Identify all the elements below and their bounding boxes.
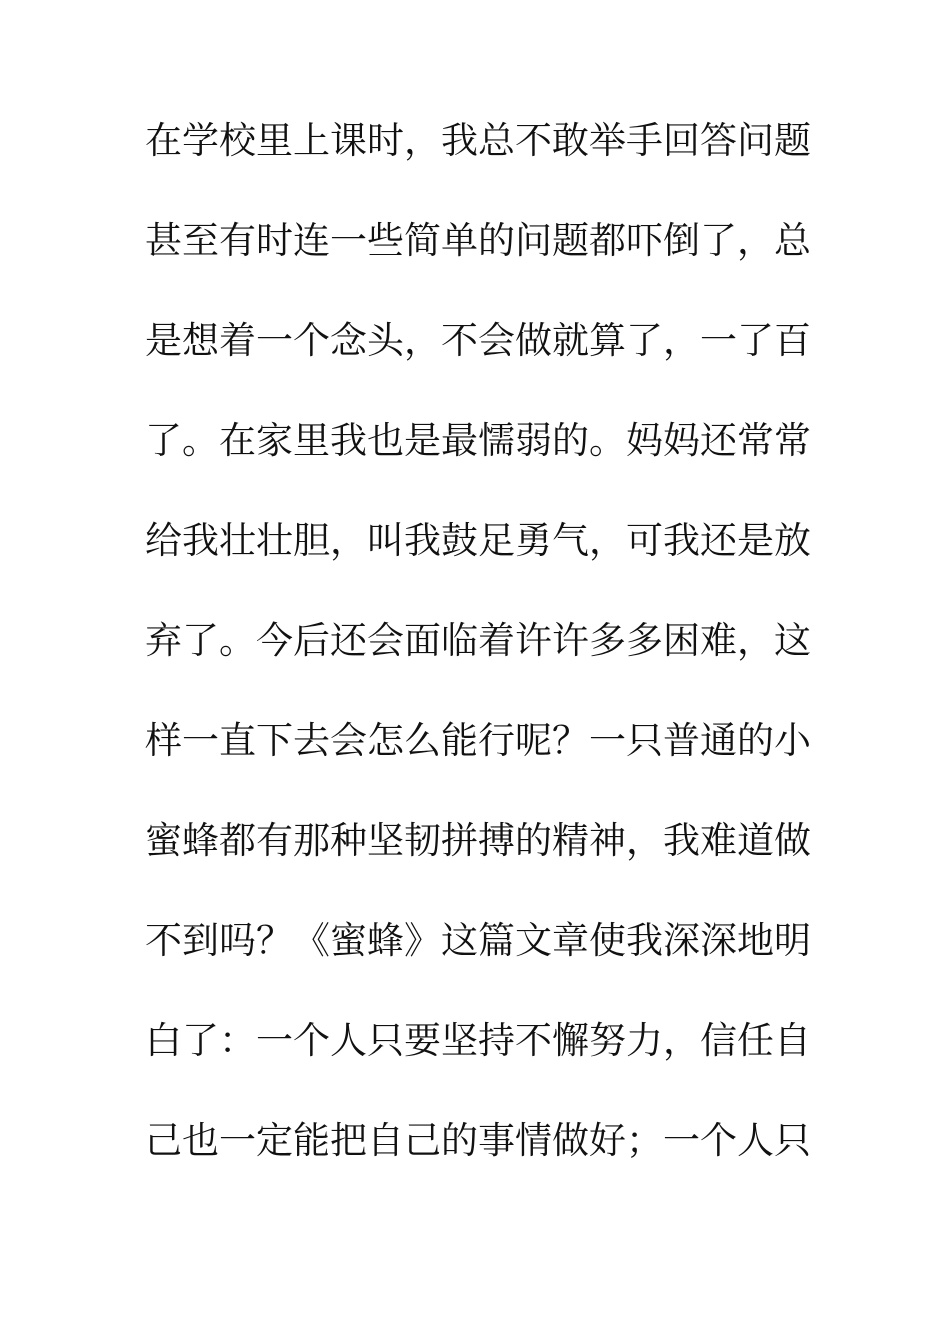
text-line: 是想着一个念头，不会做就算了，一了百	[145, 319, 811, 362]
essay-body	[145, 119, 815, 1222]
text-line: 不到吗？《蜜蜂》这篇文章使我深深地明	[145, 919, 811, 962]
text-line: 了。在家里我也是最懦弱的。妈妈还常常	[145, 419, 811, 462]
text-line: 弃了。今后还会面临着许许多多困难，这	[145, 619, 811, 662]
text-line: 在学校里上课时，我总不敢举手回答问题	[145, 119, 811, 162]
text-line: 白了：一个人只要坚持不懈努力，信任自	[145, 1019, 811, 1062]
text-line: 蜜蜂都有那种坚韧拼搏的精神，我难道做	[145, 819, 811, 862]
text-line: 样一直下去会怎么能行呢？一只普通的小	[145, 719, 811, 762]
text-line: 给我壮壮胆，叫我鼓足勇气，可我还是放	[145, 519, 811, 562]
text-line: 甚至有时连一些简单的问题都吓倒了，总	[145, 219, 811, 262]
text-line: 己也一定能把自己的事情做好；一个人只	[145, 1119, 811, 1162]
